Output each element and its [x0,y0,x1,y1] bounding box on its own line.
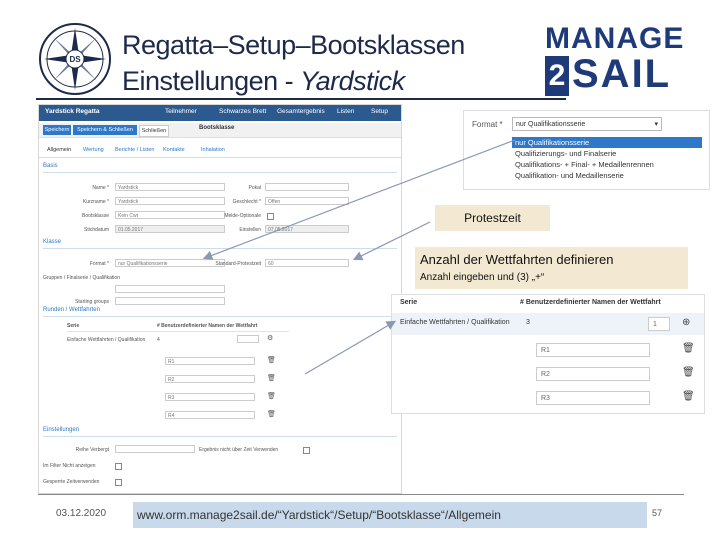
page-number: 57 [652,508,663,518]
starting-groups-label: Starting groups [75,299,109,305]
stichdatum-label: Stichdatum [83,227,109,233]
geschlecht-label: Geschlecht * [232,199,261,205]
nav-gesamtergebnis[interactable]: Gesamtergebnis [277,108,325,115]
tab-wertung[interactable]: Wertung [83,147,104,153]
arrow-format [205,140,515,258]
serie-row-count: 3 [526,319,530,326]
nav-schwarzes-brett[interactable]: Schwarzes Brett [219,108,267,115]
race-field[interactable]: R3 [165,393,255,401]
einstellen-field[interactable]: 07.05.2017 [265,225,349,233]
trash-icon[interactable]: 🗑 [267,393,276,400]
brand-logo-manage: MANAGE [545,22,685,55]
tab-berichte[interactable]: Berichte / Listen [115,147,155,153]
race-field[interactable]: R2 [536,367,650,381]
app-title: Yardstick Regatta [45,108,100,115]
brand-logo-digit: 2 [545,56,569,96]
footer-url: www.orm.manage2sail.de/“Yardstick“/Setup/“Bootsklasse“/Allgemein [133,502,647,528]
trash-icon[interactable]: 🗑 [267,411,276,418]
svg-text:DS: DS [69,55,81,64]
section-einstellungen: Einstellungen [43,427,80,433]
add-icon[interactable]: ⚙ [267,335,274,342]
table-row-count: 4 [157,337,160,343]
einstellen-label: Einstellen [239,227,261,233]
arrow-protestzeit [355,222,430,259]
add-icon[interactable]: ⊕ [682,317,691,328]
table-header-serie: Serie [67,323,80,329]
race-field[interactable]: R3 [536,391,650,405]
format-label: Format * [89,261,109,267]
trash-icon[interactable]: 🗑 [682,343,695,354]
tab-kontakte[interactable]: Kontakte [163,147,185,153]
format-label: Format * [472,120,503,129]
trash-icon[interactable]: 🗑 [682,391,695,402]
stichdatum-field[interactable]: 01.05.2017 [115,225,225,233]
title-italic: Yardstick [300,66,405,96]
tab-allgemein[interactable]: Allgemein [47,147,72,153]
wettfahrt-count-input[interactable]: 1 [648,317,670,331]
trash-icon[interactable]: 🗑 [682,367,695,378]
save-close-button[interactable]: Speichern & Schließen [73,125,137,135]
nav-listen[interactable]: Listen [337,108,355,115]
section-runden: Runden / Wettfahrten [43,307,100,313]
meldeoptionale-label: Melde-Optionale [224,213,261,219]
toolbar-heading: Bootsklasse [199,125,235,131]
reihe-label: Reihe Verbergt [75,447,109,453]
section-basis: Basis [43,163,58,169]
save-button[interactable]: Speichern [44,127,70,133]
race-field[interactable]: R2 [165,375,255,383]
page-title-line1: Regatta–Setup–Bootsklassen [122,30,465,60]
standard-protestzeit-field[interactable]: 60 [265,259,349,267]
serie-row-label: Einfache Wettfahrten / Qualifikation [400,319,510,326]
race-field[interactable]: R1 [165,357,255,365]
filter-label: Im Filter Nicht anzeigen [43,463,96,469]
table-row-label: Einfache Wettfahrten / Qualifikation [67,337,146,343]
trash-icon[interactable]: 🗑 [267,357,276,364]
protestzeit-callout: Protestzeit [435,205,550,231]
format-option[interactable]: Qualifikations- + Final- + Medaillenrennen [515,160,654,169]
anzahl-heading: Anzahl der Wettfahrten definieren [420,252,614,267]
nav-teilnehmer[interactable]: Teilnehmer [165,108,197,115]
format-option[interactable]: Qualifikation- und Medaillenserie [515,171,624,180]
name-header: # Benutzerdefinierter Namen der Wettfahrt [520,299,661,306]
race-field[interactable]: R1 [536,343,650,357]
format-option[interactable]: nur Qualifikationsserie [512,137,702,148]
pokal-label: Pokal [248,185,261,191]
trash-icon[interactable]: 🗑 [267,375,276,382]
section-klasse: Klasse [43,239,62,245]
standard-protestzeit-label: Standard-Protestzeit [215,261,261,267]
table-header-name: # Benutzerdefinierter Namen der Wettfahrt [157,323,258,329]
serie-header: Serie [400,299,418,306]
gesperrt-label: Gesperrte Zeitverwenden [43,479,100,485]
bootsklasse-select[interactable]: Kein Cwt [115,211,225,219]
page-title-line2: Einstellungen - Yardstick [122,66,405,96]
bootsklasse-label: Bootsklasse [82,213,109,219]
arrow-serie [305,322,394,374]
format-select[interactable]: nur Qualifikationsserie [115,259,225,267]
close-button[interactable]: Schließen [139,125,169,137]
kurzname-label: Kurzname * [82,199,109,205]
format-option[interactable]: Qualifizierungs- und Finalserie [515,149,617,158]
footer-divider [38,494,684,495]
chevron-down-icon: ▾ [654,121,658,128]
ergebnis-label: Ergebnis nicht über Zeit Verwenden [199,447,279,453]
format-selected-value: nur Qualifikationsserie [516,121,586,128]
brand-logo-sail: SAIL [572,52,672,96]
tab-inhalation[interactable]: Inhalation [201,147,225,153]
gruppen-label: Gruppen / Finalserie / Qualifikation [43,275,120,281]
race-field[interactable]: R4 [165,411,255,419]
anzahl-instruction: Anzahl eingeben und (3) „+“ [420,272,545,283]
geschlecht-select[interactable]: Offen [265,197,349,205]
nav-setup[interactable]: Setup [371,108,388,115]
footer-date: 03.12.2020 [56,508,107,519]
name-field[interactable]: Yardstick [115,183,225,191]
kurzname-field[interactable]: Yardstick [115,197,225,205]
name-label: Name * [92,185,109,191]
